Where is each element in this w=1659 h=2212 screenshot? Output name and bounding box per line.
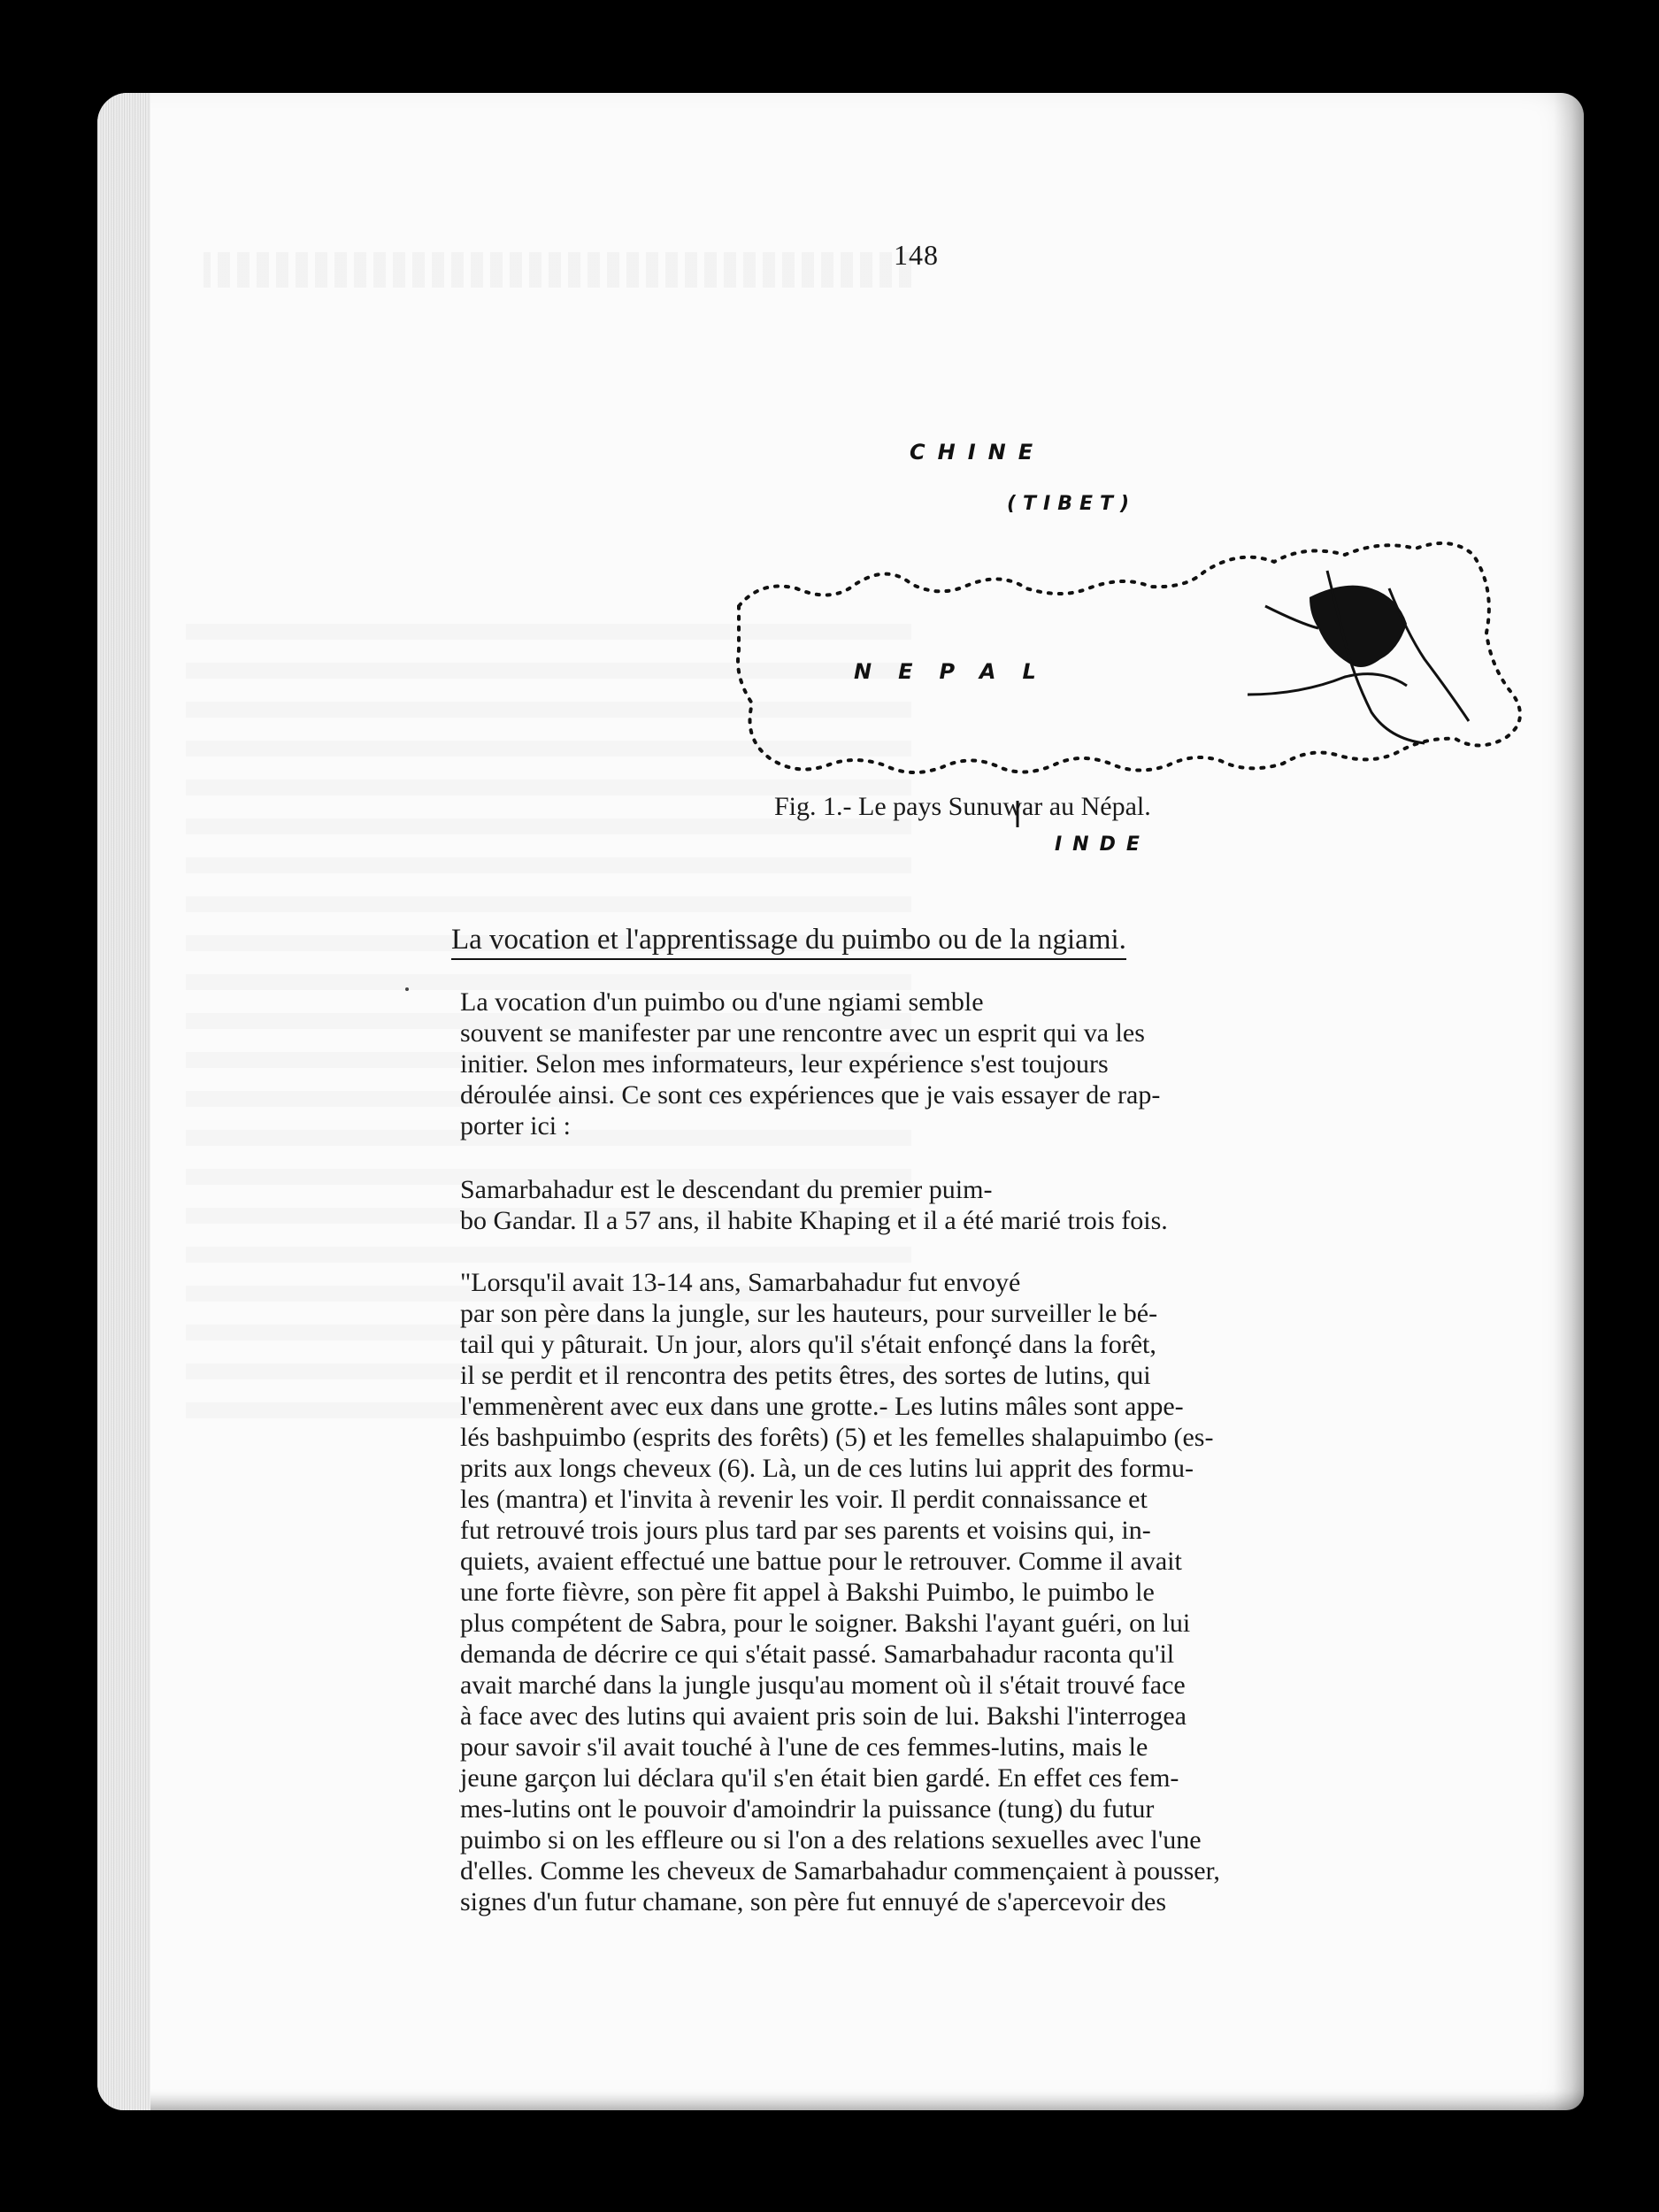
stray-mark	[405, 987, 409, 991]
section-heading: La vocation et l'apprentissage du puimbo ou de la ngiami.	[451, 923, 1126, 960]
paragraph-intro: La vocation d'un puimbo ou d'une ngiami semble souvent se manifester par une rencontre avec un esprit qui va les initier. Selon mes informateurs, leur expérience s'est toujours déroulée ainsi. Ce sont ces expériences que je vais essayer de rap- porter ici :	[460, 987, 1161, 1141]
nepal-map	[628, 323, 1584, 942]
map-label-china: CHINE	[910, 440, 1046, 465]
paragraph-samarbahadur: Samarbahadur est le descendant du premier puim- bo Gandar. Il a 57 ans, il habite Khaping et il a été marié trois fois.	[460, 1175, 1168, 1235]
river	[1265, 606, 1318, 628]
map-label-nepal: NEPAL	[854, 659, 1063, 684]
page-number: 148	[894, 239, 939, 271]
map-label-tibet: (TIBET)	[1007, 493, 1137, 515]
paragraph-story: "Lorsqu'il avait 13-14 ans, Samarbahadur fut envoyé par son père dans la jungle, sur les hauteurs, pour surveiller le bé- tail qui y pâturait. Un jour, alors qu'il s'était enfonçé dans la forêt, il se perdit et il rencontra des petits êtres, des sortes de lutins, qui l'emmenèrent avec eux dans une grotte.- Les lutins mâles sont appe- lés bashpuimbo (esprits des forêts) (5) et les femelles shalapuimbo (es- prits aux longs cheveux (6). Là, un de ces lutins lui apprit des formu- les (mantra) et l'invita à revenir les voir. Il perdit connaissance et fut retrouvé trois jours plus tard par ses parents et voisins qui, in- quiets, avaient effectué une battue pour le retrouver. Comme il avait une forte fièvre, son père fit appel à Bakshi Puimbo, le puimbo le plus compétent de Sabra, pour le soigner. Bakshi l'ayant guéri, on lui demanda de décrire ce qui s'était passé. Samarbahadur raconta qu'il avait marché dans la jungle jusqu'au moment où il s'était trouvé face à face avec des lutins qui avaient pris soin de lui. Bakshi l'interrogea pour savoir s'il avait touché à l'une de ces femmes-lutins, mais le jeune garçon lui déclara qu'il s'en était bien gardé. En effet ces fem- mes-lutins ont le pouvoir d'amoindrir la puissance (tung) du futur puimbo si on les effleure ou si l'on a des relations sexuelles avec l'une d'elles. Comme les cheveux de Samarbahadur commençaient à pousser, signes d'un futur chamane, son père fut ennuyé de s'apercevoir des	[460, 1268, 1220, 1916]
page-bottom-shadow	[150, 2091, 1584, 2110]
figure-caption: Fig. 1.- Le pays Sunuwar au Népal.	[774, 792, 1151, 821]
bleed-through-shadow	[204, 252, 911, 288]
page-edges	[97, 93, 150, 2110]
map-label-india: INDE	[1055, 833, 1150, 856]
river	[1389, 588, 1469, 721]
book-page	[97, 93, 1584, 2110]
page-curl-shadow	[1554, 93, 1584, 2110]
river	[1248, 674, 1407, 695]
